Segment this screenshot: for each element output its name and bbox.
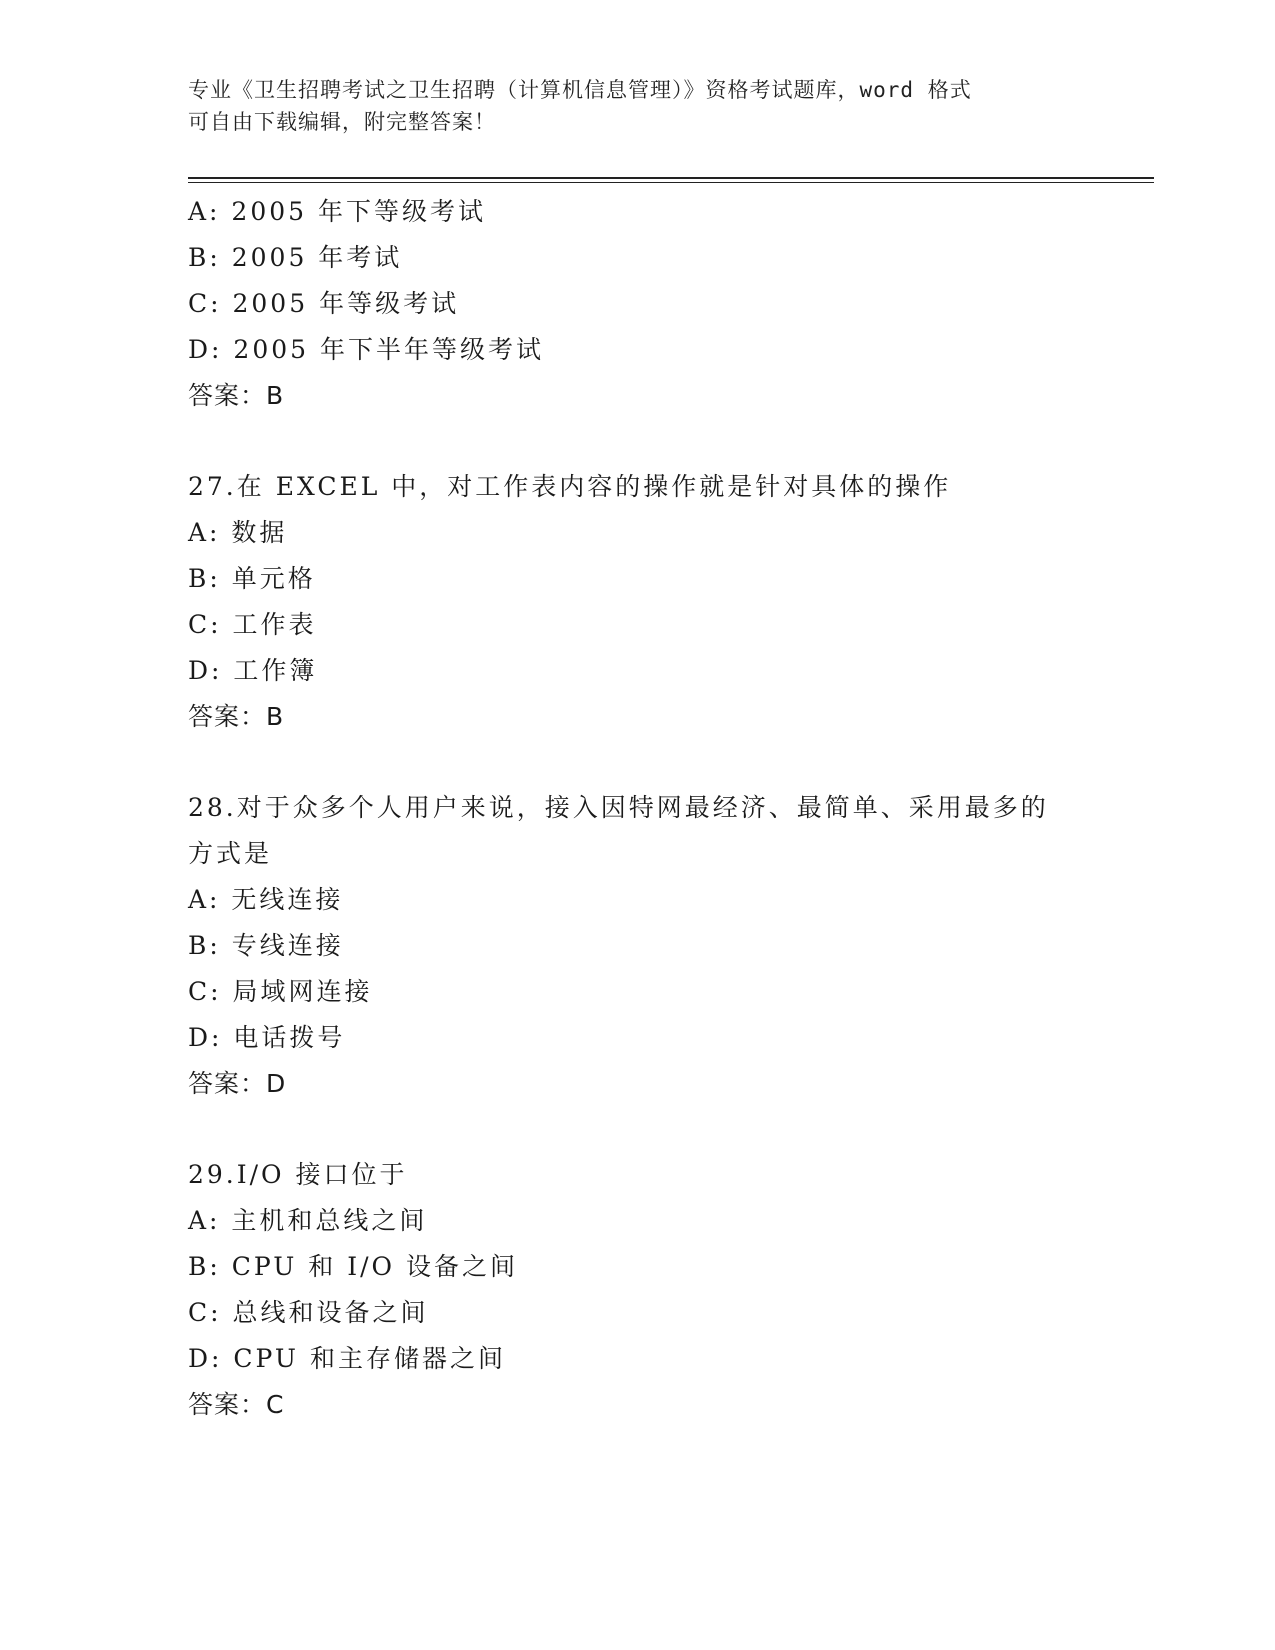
question-stem: 29.I/O 接口位于 <box>188 1160 408 1189</box>
partial-question <box>188 189 1148 419</box>
header-divider-thin <box>188 182 1154 183</box>
option-d: D: 电话拨号 <box>188 1023 346 1052</box>
question-stem: 27.在 EXCEL 中，对工作表内容的操作就是针对具体的操作 <box>188 472 952 501</box>
question-28 <box>188 785 1148 1107</box>
option-d: D: 2005 年下半年等级考试 <box>188 335 544 364</box>
question-list <box>188 189 1148 1428</box>
option-a: A: 无线连接 <box>188 885 344 914</box>
option-b: B: 2005 年考试 <box>188 243 403 272</box>
header-line-1: 专业《卫生招聘考试之卫生招聘（计算机信息管理）》资格考试题库，word 格式 <box>188 78 972 102</box>
option-c: C: 工作表 <box>188 610 317 639</box>
header-divider <box>188 177 1154 179</box>
answer: 答案：B <box>188 702 285 731</box>
answer: 答案：D <box>188 1069 287 1098</box>
option-d: D: 工作簿 <box>188 656 318 685</box>
option-c: C: 2005 年等级考试 <box>188 289 460 318</box>
question-stem: 28.对于众多个人用户来说，接入因特网最经济、最简单、采用最多的 <box>188 793 1049 822</box>
option-b: B: 专线连接 <box>188 931 344 960</box>
option-c: C: 总线和设备之间 <box>188 1298 429 1327</box>
question-29 <box>188 1152 1148 1428</box>
option-d: D: CPU 和主存储器之间 <box>188 1344 506 1373</box>
option-b: B: 单元格 <box>188 564 316 593</box>
answer: 答案：B <box>188 381 285 410</box>
option-c: C: 局域网连接 <box>188 977 373 1006</box>
document-header <box>188 74 1088 138</box>
option-a: A: 数据 <box>188 518 288 547</box>
option-a: A: 2005 年下等级考试 <box>188 197 486 226</box>
question-27 <box>188 464 1148 740</box>
answer: 答案：C <box>188 1390 285 1419</box>
question-stem-continued: 方式是 <box>188 839 273 868</box>
header-line-2: 可自由下载编辑，附完整答案！ <box>188 110 496 134</box>
option-a: A: 主机和总线之间 <box>188 1206 428 1235</box>
option-b: B: CPU 和 I/O 设备之间 <box>188 1252 518 1281</box>
